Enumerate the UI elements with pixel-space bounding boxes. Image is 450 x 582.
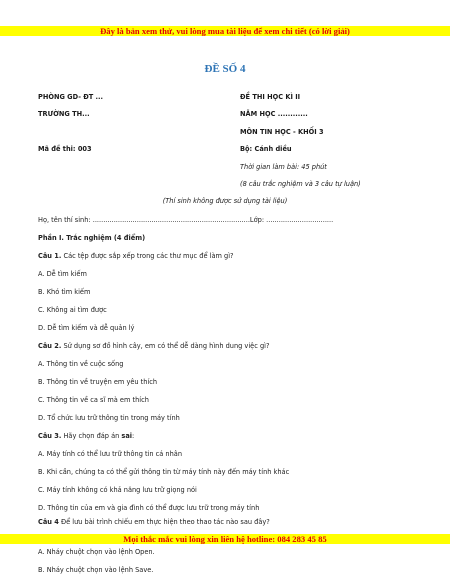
question-1: Câu 1. Các tệp được sắp xếp trong các thư mục để làm gì? xyxy=(38,252,234,260)
question-3: Câu 3. Hãy chọn đáp án sai: xyxy=(38,432,135,440)
q4-option-a: A. Nháy chuột chọn vào lệnh Open. xyxy=(38,548,155,556)
no-materials-note: (Thí sinh không được sử dụng tài liệu) xyxy=(162,197,288,205)
exam-code: Mã đề thi: 003 xyxy=(38,145,92,153)
exam-type: ĐỀ THI HỌC KÌ II xyxy=(240,93,301,101)
q3-option-d: D. Thông tin của em và gia đình có thể được lưu trữ trong máy tính xyxy=(38,504,260,512)
time-limit: Thời gian làm bài: 45 phút xyxy=(240,163,327,171)
preview-banner: Đây là bản xem thử, vui lòng mua tài liệu để xem chi tiết (có lời giải) xyxy=(0,26,450,36)
department-label: PHÒNG GD- ĐT ... xyxy=(38,93,104,101)
subject-grade: MÔN TIN HỌC - KHỐI 3 xyxy=(240,128,324,136)
section-title: Phần I. Trắc nghiệm (4 điểm) xyxy=(38,234,146,242)
q2-option-a: A. Thông tin về cuộc sống xyxy=(38,360,124,368)
question-count: (8 câu trắc nghiệm và 3 câu tự luận) xyxy=(240,180,361,188)
q1-option-d: D. Dễ tìm kiếm và dễ quản lý xyxy=(38,324,135,332)
q3-option-c: C. Máy tính không có khả năng lưu trữ giọng nói xyxy=(38,486,197,494)
question-4: Câu 4 Để lưu bài trình chiếu em thực hiện theo thao tác nào sau đây? xyxy=(38,518,270,526)
school-label: TRƯỜNG TH... xyxy=(38,110,90,118)
question-2: Câu 2. Sử dụng sơ đồ hình cây, em có thể dễ dàng hình dung việc gì? xyxy=(38,342,270,350)
q2-option-b: B. Thông tin về truyện em yêu thích xyxy=(38,378,158,386)
q2-option-d: D. Tổ chức lưu trữ thông tin trong máy tính xyxy=(38,414,180,422)
q3-option-a: A. Máy tính có thể lưu trữ thông tin cá nhân xyxy=(38,450,183,458)
student-info-line: Họ, tên thí sinh: ...........................................................................Lớp: ................................ xyxy=(38,216,334,224)
textbook-series: Bộ: Cánh diều xyxy=(240,145,292,153)
q3-option-b: B. Khi cần, chúng ta có thể gửi thông tin từ máy tính này đến máy tính khác xyxy=(38,468,290,476)
exam-title: ĐỀ SỐ 4 xyxy=(204,63,246,75)
q1-option-b: B. Khó tìm kiếm xyxy=(38,288,91,296)
q2-option-c: C. Thông tin về ca sĩ mà em thích xyxy=(38,396,149,404)
q4-option-b: B. Nháy chuột chọn vào lệnh Save. xyxy=(38,566,154,574)
q1-option-c: C. Không ai tìm được xyxy=(38,306,107,314)
q1-option-a: A. Dễ tìm kiếm xyxy=(38,270,87,278)
hotline-banner: Mọi thắc mắc vui lòng xin liên hệ hotline: 084 283 45 85 xyxy=(0,534,450,544)
school-year: NĂM HỌC ............ xyxy=(240,110,308,118)
